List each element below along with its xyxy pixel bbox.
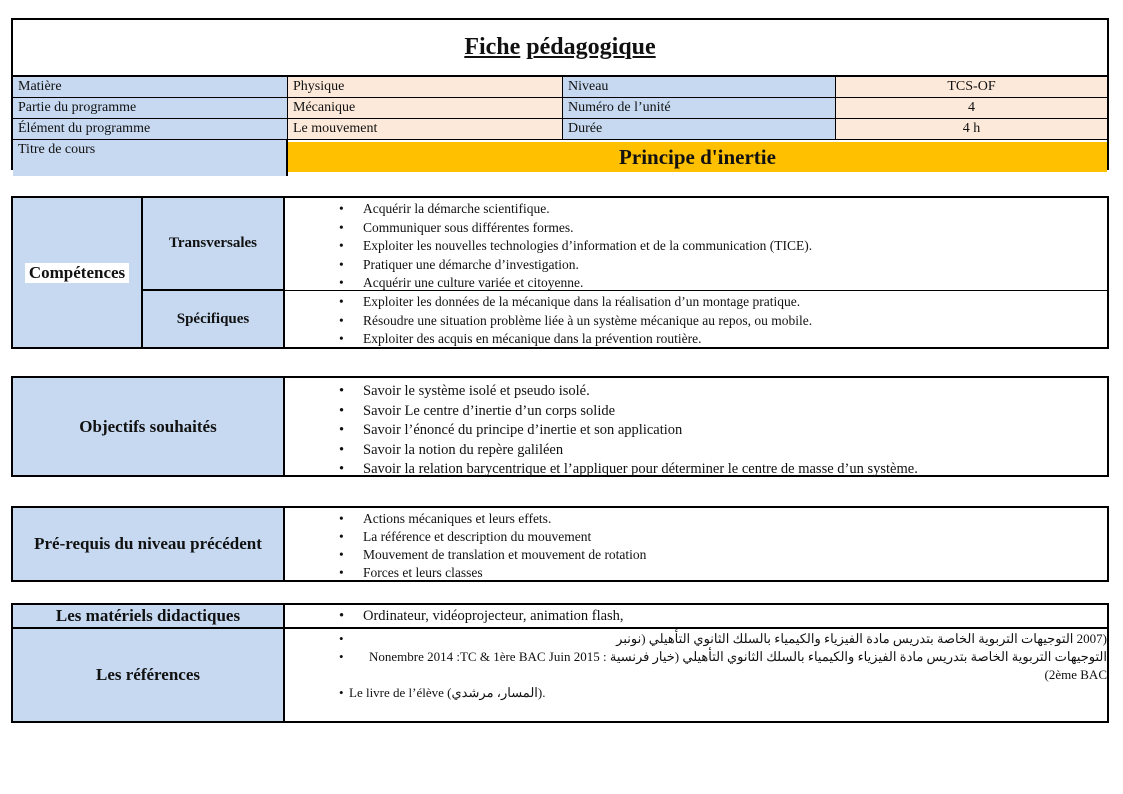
list-item: • Communiquer sous différentes formes. [285, 219, 1107, 238]
list-item: • Exploiter des acquis en mécanique dans la prévention routière. [285, 330, 1107, 349]
materials-references-table [11, 603, 1109, 723]
references-content [285, 630, 1107, 702]
specifiques-content [285, 291, 1107, 347]
prerequisites-table [11, 506, 1109, 582]
competences-heading-text: Compétences [25, 263, 129, 283]
list-item: • Exploiter les nouvelles technologies d’information et de la communication (TICE). [285, 237, 1107, 256]
header-table [11, 18, 1109, 170]
title-word-1: Fiche [464, 34, 521, 60]
unit-number-label: Numéro de l’unité [563, 98, 836, 118]
subject-value: Physique [288, 77, 563, 97]
duration-value: 4 h [836, 119, 1107, 139]
title-word-2: pédagogique [526, 34, 656, 60]
list-item: • Forces et leurs classes [285, 564, 1107, 582]
subject-label: Matière [13, 77, 288, 97]
competences-table [11, 196, 1109, 349]
reference-item: • التوجيهات التربوية الخاصة بتدريس مادة الفيزياء والكيمياء بالسلك الثانوي التأهيلي (خيار فرنسية Nonembre 2014 :TC & 1ère BAC Juin 2015 : 2ème BAC) [285, 648, 1107, 684]
list-item: • Savoir la notion du repère galiléen [285, 441, 1107, 461]
transversales-heading: Transversales [143, 198, 285, 291]
prerequisites-content [285, 510, 1107, 582]
level-value: TCS-OF [836, 77, 1107, 97]
objectives-heading: Objectifs souhaités [13, 378, 285, 475]
list-item: • Acquérir une culture variée et citoyenne. [285, 274, 1107, 293]
prerequisites-heading: Pré-requis du niveau précédent [13, 508, 285, 580]
list-item: • Actions mécaniques et leurs effets. [285, 510, 1107, 528]
list-item: • Pratiquer une démarche d’investigation. [285, 256, 1107, 275]
course-title-row [13, 140, 1107, 176]
transversales-content [285, 200, 1107, 291]
list-item: • Savoir le système isolé et pseudo isolé. [285, 382, 1107, 402]
list-item: • La référence et description du mouvement [285, 528, 1107, 546]
info-row-program-part [13, 98, 1107, 119]
list-item: • Acquérir la démarche scientifique. [285, 200, 1107, 219]
reference-item: • Le livre de l’élève (المسار، مرشدي). [285, 684, 1107, 702]
unit-number-value: 4 [836, 98, 1107, 118]
list-item: • Résoudre une situation problème liée à un système mécanique au repos, ou mobile. [285, 312, 1107, 331]
references-heading: Les références [13, 629, 285, 721]
course-title-label: Titre de cours [13, 140, 288, 176]
specifiques-heading: Spécifiques [143, 291, 285, 347]
list-item: • Ordinateur, vidéoprojecteur, animation flash, [285, 605, 1107, 627]
list-item: • Mouvement de translation et mouvement de rotation [285, 546, 1107, 564]
reference-item: • (2007 التوجيهات التربوية الخاصة بتدريس مادة الفيزياء والكيمياء بالسلك الثانوي التأهيلي (نونبر [285, 630, 1107, 648]
list-item: • Exploiter les données de la mécanique dans la réalisation d’un montage pratique. [285, 293, 1107, 312]
objectives-content [285, 382, 1107, 480]
materials-heading: Les matériels didactiques [13, 605, 285, 629]
list-item: • Savoir la relation barycentrique et l’appliquer pour déterminer le centre de masse d’un système. [285, 460, 1107, 480]
info-row-subject [13, 77, 1107, 98]
list-item: • Savoir l’énoncé du principe d’inertie et son application [285, 421, 1107, 441]
duration-label: Durée [563, 119, 836, 139]
objectives-table [11, 376, 1109, 477]
page-title [13, 20, 1107, 77]
program-element-label: Élément du programme [13, 119, 288, 139]
materials-content [285, 605, 1107, 629]
list-item: • Savoir Le centre d’inertie d’un corps solide [285, 402, 1107, 422]
competences-heading [13, 198, 143, 347]
level-label: Niveau [563, 77, 836, 97]
course-title: Principe d'inertie [288, 142, 1107, 172]
program-part-value: Mécanique [288, 98, 563, 118]
program-part-label: Partie du programme [13, 98, 288, 118]
program-element-value: Le mouvement [288, 119, 563, 139]
info-row-program-element [13, 119, 1107, 140]
